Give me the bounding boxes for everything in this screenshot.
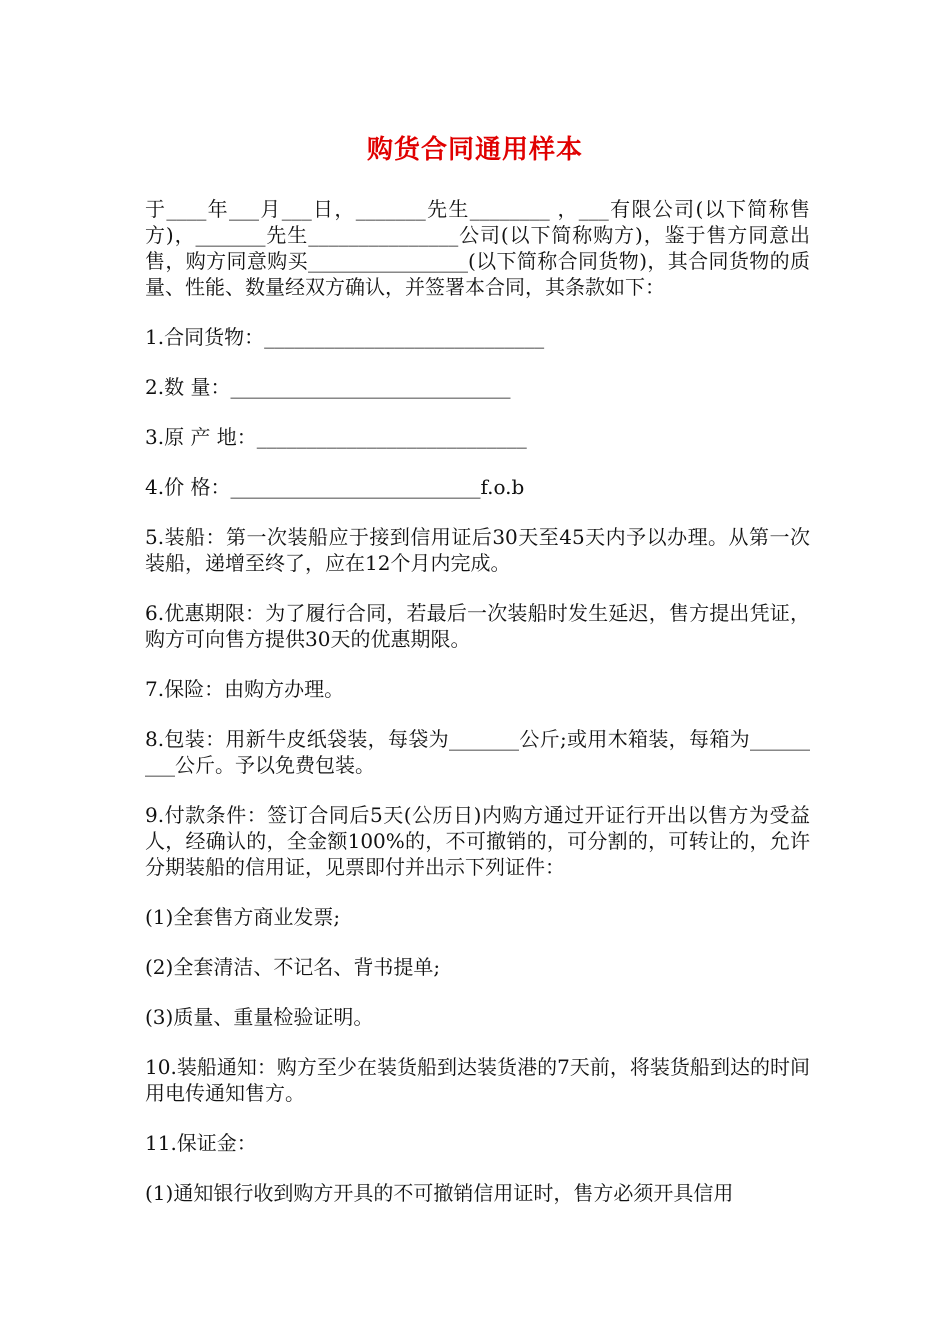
clause-shipment: 5.装船：第一次装船应于接到信用证后30天至45天内予以办理。从第一次装船，递增至终了，应在12个月内完成。 xyxy=(145,525,810,575)
document-title: 购货合同通用样本 xyxy=(366,135,583,165)
clause-insurance: 7.保险：由购方办理。 xyxy=(145,677,345,701)
clause-quantity: 2.数 量：____________________________ xyxy=(145,375,511,399)
clause-goods: 1.合同货物：____________________________ xyxy=(145,325,545,349)
deposit-item-1: (1)通知银行收到购方开具的不可撤销信用证时，售方必须开具信用 xyxy=(145,1181,734,1205)
payment-item-2: (2)全套清洁、不记名、背书提单; xyxy=(145,955,441,979)
clause-grace-period: 6.优惠期限：为了履行合同，若最后一次装船时发生延迟，售方提出凭证，购方可向售方提供30天的优惠期限。 xyxy=(145,601,810,651)
clause-packing: 8.包装：用新牛皮纸袋装，每袋为_______公斤;或用木箱装，每箱为_________公斤。予以免费包装。 xyxy=(145,727,810,777)
clause-shipping-notice: 10.装船通知：购方至少在装货船到达装货港的7天前，将装货船到达的时间用电传通知售方。 xyxy=(145,1055,810,1105)
payment-item-1: (1)全套售方商业发票; xyxy=(145,905,341,929)
preamble-paragraph: 于____年___月___日，_______先生________ ，___有限公司(以下简称售方)，_______先生_______________公司(以下简称购方)，鉴于售方同意出售，购方同意购买________________(以下简称合同货物)，其合同货物的质量、性能、数量经双方确认，并签署本合同，其条款如下： xyxy=(145,197,810,299)
clause-origin: 3.原 产 地：___________________________ xyxy=(145,425,527,449)
clause-payment: 9.付款条件：签订合同后5天(公历日)内购方通过开证行开出以售方为受益人，经确认的，全金额100%的，不可撤销的，可分割的，可转让的，允许分期装船的信用证，见票即付并出示下列证件： xyxy=(145,803,810,879)
payment-item-3: (3)质量、重量检验证明。 xyxy=(145,1005,374,1029)
clause-deposit: 11.保证金： xyxy=(145,1131,257,1155)
clause-price: 4.价 格：_________________________f.o.b xyxy=(145,475,525,499)
document-body xyxy=(145,196,810,1206)
